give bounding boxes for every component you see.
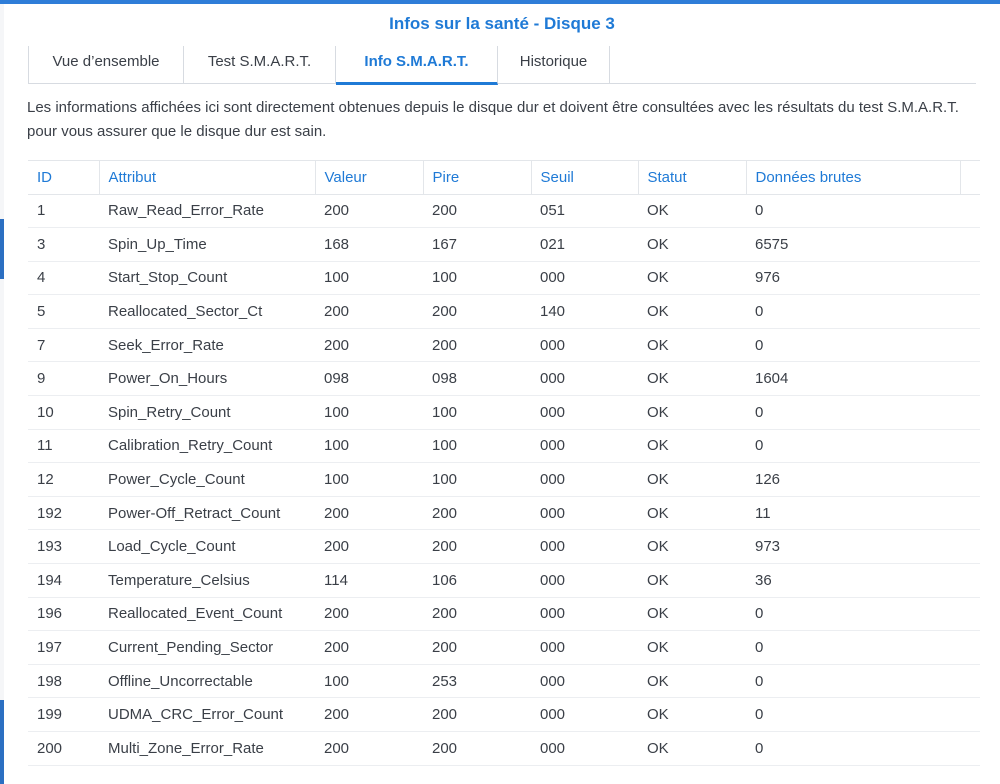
cell-value: 200 — [315, 194, 423, 228]
cell-threshold: 000 — [531, 732, 638, 766]
cell-threshold: 000 — [531, 698, 638, 732]
cell-status: OK — [638, 496, 746, 530]
cell-value: 100 — [315, 261, 423, 295]
cell-status: OK — [638, 429, 746, 463]
cell-id: 4 — [28, 261, 99, 295]
cell-raw-data: 126 — [746, 463, 960, 497]
column-header-raw-data[interactable]: Données brutes — [746, 161, 960, 194]
cell-threshold: 000 — [531, 631, 638, 665]
cell-worst: 100 — [423, 396, 531, 430]
table-row[interactable] — [28, 228, 980, 262]
cell-attribute: Calibration_Retry_Count — [99, 429, 315, 463]
cell-value: 100 — [315, 396, 423, 430]
cell-worst: 200 — [423, 530, 531, 564]
window-title: Infos sur la santé - Disque 3 — [389, 14, 615, 33]
cell-status: OK — [638, 631, 746, 665]
cell-raw-data: 0 — [746, 396, 960, 430]
cell-raw-data: 0 — [746, 194, 960, 228]
table-row[interactable] — [28, 530, 980, 564]
cell-spacer — [960, 295, 980, 329]
cell-worst: 098 — [423, 362, 531, 396]
column-header-spacer — [960, 161, 980, 194]
cell-status: OK — [638, 732, 746, 766]
table-row[interactable] — [28, 396, 980, 430]
table-header-row — [28, 161, 980, 194]
cell-raw-data: 0 — [746, 664, 960, 698]
cell-raw-data: 0 — [746, 429, 960, 463]
cell-worst: 200 — [423, 328, 531, 362]
cell-attribute: Multi_Zone_Error_Rate — [99, 732, 315, 766]
cell-spacer — [960, 496, 980, 530]
cell-raw-data: 0 — [746, 328, 960, 362]
cell-attribute: Spin_Retry_Count — [99, 396, 315, 430]
cell-attribute: Load_Cycle_Count — [99, 530, 315, 564]
table-row[interactable] — [28, 597, 980, 631]
table-row[interactable] — [28, 564, 980, 598]
cell-value: 200 — [315, 295, 423, 329]
cell-spacer — [960, 564, 980, 598]
cell-value: 200 — [315, 597, 423, 631]
cell-threshold: 000 — [531, 463, 638, 497]
cell-id: 7 — [28, 328, 99, 362]
cell-value: 168 — [315, 228, 423, 262]
table-row[interactable] — [28, 496, 980, 530]
cell-attribute: Power-Off_Retract_Count — [99, 496, 315, 530]
cell-raw-data: 0 — [746, 295, 960, 329]
cell-raw-data: 11 — [746, 496, 960, 530]
column-header-status[interactable]: Statut — [638, 161, 746, 194]
cell-attribute: Start_Stop_Count — [99, 261, 315, 295]
smart-table — [28, 160, 980, 766]
cell-id: 10 — [28, 396, 99, 430]
cell-spacer — [960, 597, 980, 631]
cell-status: OK — [638, 463, 746, 497]
cell-value: 200 — [315, 698, 423, 732]
cell-attribute: Power_Cycle_Count — [99, 463, 315, 497]
cell-attribute: Power_On_Hours — [99, 362, 315, 396]
cell-attribute: Reallocated_Sector_Ct — [99, 295, 315, 329]
cell-id: 1 — [28, 194, 99, 228]
cell-id: 199 — [28, 698, 99, 732]
cell-value: 098 — [315, 362, 423, 396]
cell-threshold: 051 — [531, 194, 638, 228]
cell-worst: 200 — [423, 698, 531, 732]
cell-id: 193 — [28, 530, 99, 564]
cell-value: 100 — [315, 429, 423, 463]
cell-attribute: UDMA_CRC_Error_Count — [99, 698, 315, 732]
cell-status: OK — [638, 664, 746, 698]
table-row[interactable] — [28, 732, 980, 766]
cell-spacer — [960, 463, 980, 497]
cell-spacer — [960, 732, 980, 766]
table-row[interactable] — [28, 698, 980, 732]
cell-spacer — [960, 396, 980, 430]
cell-spacer — [960, 530, 980, 564]
tab-history[interactable]: Historique — [498, 46, 610, 84]
cell-attribute: Offline_Uncorrectable — [99, 664, 315, 698]
cell-raw-data: 0 — [746, 631, 960, 665]
cell-raw-data: 0 — [746, 698, 960, 732]
cell-status: OK — [638, 597, 746, 631]
cell-spacer — [960, 194, 980, 228]
cell-value: 114 — [315, 564, 423, 598]
cell-id: 11 — [28, 429, 99, 463]
cell-id: 198 — [28, 664, 99, 698]
cell-threshold: 000 — [531, 396, 638, 430]
cell-id: 12 — [28, 463, 99, 497]
cell-status: OK — [638, 564, 746, 598]
cell-worst: 200 — [423, 732, 531, 766]
column-header-worst[interactable]: Pire — [423, 161, 531, 194]
cell-raw-data: 1604 — [746, 362, 960, 396]
cell-threshold: 021 — [531, 228, 638, 262]
cell-status: OK — [638, 396, 746, 430]
cell-worst: 100 — [423, 261, 531, 295]
cell-threshold: 000 — [531, 362, 638, 396]
cell-attribute: Reallocated_Event_Count — [99, 597, 315, 631]
cell-status: OK — [638, 698, 746, 732]
cell-spacer — [960, 228, 980, 262]
cell-raw-data: 36 — [746, 564, 960, 598]
cell-threshold: 000 — [531, 664, 638, 698]
cell-spacer — [960, 261, 980, 295]
cell-id: 3 — [28, 228, 99, 262]
cell-id: 196 — [28, 597, 99, 631]
tab-smart-test[interactable]: Test S.M.A.R.T. — [184, 46, 336, 84]
cell-raw-data: 6575 — [746, 228, 960, 262]
cell-raw-data: 976 — [746, 261, 960, 295]
tab-smart-info[interactable]: Info S.M.A.R.T. — [336, 46, 498, 85]
cell-worst: 200 — [423, 295, 531, 329]
cell-spacer — [960, 698, 980, 732]
cell-worst: 200 — [423, 496, 531, 530]
cell-value: 200 — [315, 631, 423, 665]
cell-value: 200 — [315, 328, 423, 362]
cell-id: 197 — [28, 631, 99, 665]
description-text: Les informations affichées ici sont directement obtenues depuis le disque dur et doivent être consultées avec les résultats du test S.M.A.R.T. pour vous assurer que le disque dur est sain. — [27, 99, 959, 140]
cell-attribute: Current_Pending_Sector — [99, 631, 315, 665]
cell-raw-data: 973 — [746, 530, 960, 564]
cell-id: 192 — [28, 496, 99, 530]
cell-worst: 100 — [423, 429, 531, 463]
cell-threshold: 000 — [531, 564, 638, 598]
table-row[interactable] — [28, 295, 980, 329]
cell-worst: 253 — [423, 664, 531, 698]
cell-id: 194 — [28, 564, 99, 598]
cell-value: 200 — [315, 496, 423, 530]
column-header-attribute[interactable]: Attribut — [99, 161, 315, 194]
cell-spacer — [960, 429, 980, 463]
cell-id: 9 — [28, 362, 99, 396]
cell-worst: 200 — [423, 597, 531, 631]
table-row[interactable] — [28, 194, 980, 228]
table-row[interactable] — [28, 664, 980, 698]
cell-status: OK — [638, 295, 746, 329]
cell-raw-data: 0 — [746, 732, 960, 766]
cell-threshold: 000 — [531, 597, 638, 631]
cell-status: OK — [638, 530, 746, 564]
cell-status: OK — [638, 362, 746, 396]
cell-threshold: 000 — [531, 530, 638, 564]
table-row[interactable] — [28, 261, 980, 295]
health-info-window — [4, 4, 1000, 784]
cell-id: 200 — [28, 732, 99, 766]
column-header-threshold[interactable]: Seuil — [531, 161, 638, 194]
tab-bar — [28, 46, 976, 84]
tab-overview[interactable]: Vue d’ensemble — [28, 46, 184, 84]
cell-worst: 100 — [423, 463, 531, 497]
cell-worst: 106 — [423, 564, 531, 598]
cell-raw-data: 0 — [746, 597, 960, 631]
cell-threshold: 000 — [531, 328, 638, 362]
cell-value: 100 — [315, 664, 423, 698]
cell-spacer — [960, 631, 980, 665]
table-row[interactable] — [28, 631, 980, 665]
cell-spacer — [960, 362, 980, 396]
cell-worst: 200 — [423, 631, 531, 665]
column-header-value[interactable]: Valeur — [315, 161, 423, 194]
cell-attribute: Raw_Read_Error_Rate — [99, 194, 315, 228]
cell-worst: 200 — [423, 194, 531, 228]
cell-attribute: Spin_Up_Time — [99, 228, 315, 262]
cell-status: OK — [638, 194, 746, 228]
cell-threshold: 140 — [531, 295, 638, 329]
cell-spacer — [960, 328, 980, 362]
cell-value: 200 — [315, 732, 423, 766]
cell-attribute: Seek_Error_Rate — [99, 328, 315, 362]
table-row[interactable] — [28, 362, 980, 396]
cell-threshold: 000 — [531, 261, 638, 295]
cell-spacer — [960, 664, 980, 698]
cell-value: 200 — [315, 530, 423, 564]
cell-threshold: 000 — [531, 429, 638, 463]
cell-id: 5 — [28, 295, 99, 329]
cell-status: OK — [638, 261, 746, 295]
cell-status: OK — [638, 228, 746, 262]
cell-value: 100 — [315, 463, 423, 497]
table-row[interactable] — [28, 463, 980, 497]
table-row[interactable] — [28, 328, 980, 362]
cell-threshold: 000 — [531, 496, 638, 530]
cell-worst: 167 — [423, 228, 531, 262]
cell-attribute: Temperature_Celsius — [99, 564, 315, 598]
cell-status: OK — [638, 328, 746, 362]
column-header-id[interactable]: ID — [28, 161, 99, 194]
table-row[interactable] — [28, 429, 980, 463]
table-body — [28, 194, 980, 765]
